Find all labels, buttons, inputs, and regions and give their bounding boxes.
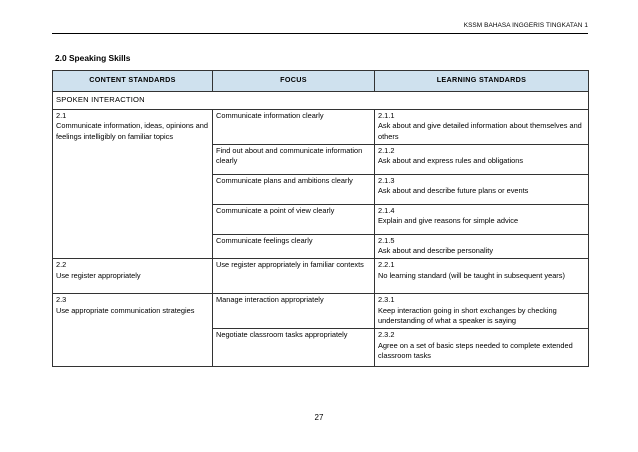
header-rule	[52, 33, 588, 34]
learning-standard-cell	[375, 259, 589, 294]
learning-standard-code: 2.1.4	[378, 205, 395, 215]
band-spoken-interaction: SPOKEN INTERACTION	[53, 92, 589, 110]
learning-standard-cell	[375, 329, 589, 367]
focus-cell: Communicate a point of view clearly	[213, 204, 375, 234]
learning-standard-text: Explain and give reasons for simple advice	[378, 216, 519, 226]
learning-standard-text: Agree on a set of basic steps needed to complete extended classroom tasks	[378, 340, 573, 360]
standards-table	[52, 70, 589, 367]
content-standard-text: Use appropriate communication strategies	[56, 305, 195, 315]
learning-standard-cell	[375, 294, 589, 329]
content-standard-cell	[53, 294, 213, 367]
header-focus: FOCUS	[213, 71, 375, 92]
learning-standard-code: 2.1.1	[378, 111, 395, 120]
content-standard-code: 2.3	[56, 295, 67, 305]
learning-standard-text: Ask about and describe personality	[378, 246, 494, 256]
learning-standard-code: 2.2.1	[378, 260, 395, 270]
table-row	[53, 294, 589, 329]
learning-standard-cell	[375, 110, 589, 145]
learning-standard-cell	[375, 174, 589, 204]
content-standard-cell	[53, 259, 213, 294]
table-header-row	[53, 71, 589, 92]
content-standard-text: Use register appropriately	[56, 270, 141, 280]
learning-standard-text: Ask about and describe future plans or events	[378, 186, 529, 196]
learning-standard-cell	[375, 204, 589, 234]
running-header: KSSM BAHASA INGGERIS TINGKATAN 1	[463, 22, 588, 29]
focus-cell: Manage interaction appropriately	[213, 294, 375, 329]
content-standard-code: 2.2	[56, 260, 67, 270]
header-learning-standards: LEARNING STANDARDS	[375, 71, 589, 92]
learning-standard-cell	[375, 234, 589, 259]
learning-standard-text: No learning standard (will be taught in subsequent years)	[378, 270, 565, 280]
page-number: 27	[314, 413, 324, 422]
content-standard-cell	[53, 110, 213, 259]
focus-cell: Find out about and communicate information clearly	[213, 144, 375, 174]
section-title: 2.0 Speaking Skills	[55, 53, 131, 63]
learning-standard-code: 2.3.1	[378, 295, 395, 305]
learning-standard-cell	[375, 144, 589, 174]
learning-standard-code: 2.3.2	[378, 330, 395, 340]
table-row	[53, 110, 589, 145]
focus-cell: Communicate information clearly	[213, 110, 375, 145]
content-standard-text: Communicate information, ideas, opinions and feelings intelligibly on familiar topics	[56, 121, 209, 141]
learning-standard-text: Keep interaction going in short exchanges by checking understanding of what a speaker is saying	[378, 305, 557, 326]
focus-cell: Negotiate classroom tasks appropriately	[213, 329, 375, 367]
header-content-standards: CONTENT STANDARDS	[53, 71, 213, 92]
focus-cell: Communicate feelings clearly	[213, 234, 375, 259]
learning-standard-code: 2.1.5	[378, 235, 395, 245]
band-row	[53, 92, 589, 110]
learning-standard-code: 2.1.3	[378, 175, 395, 185]
focus-cell: Communicate plans and ambitions clearly	[213, 174, 375, 204]
learning-standard-code: 2.1.2	[378, 145, 395, 155]
table-row	[53, 259, 589, 294]
focus-cell: Use register appropriately in familiar contexts	[213, 259, 375, 294]
content-standard-code: 2.1	[56, 111, 67, 120]
learning-standard-text: Ask about and express rules and obligations	[378, 156, 524, 166]
learning-standard-text: Ask about and give detailed information about themselves and others	[378, 121, 582, 141]
